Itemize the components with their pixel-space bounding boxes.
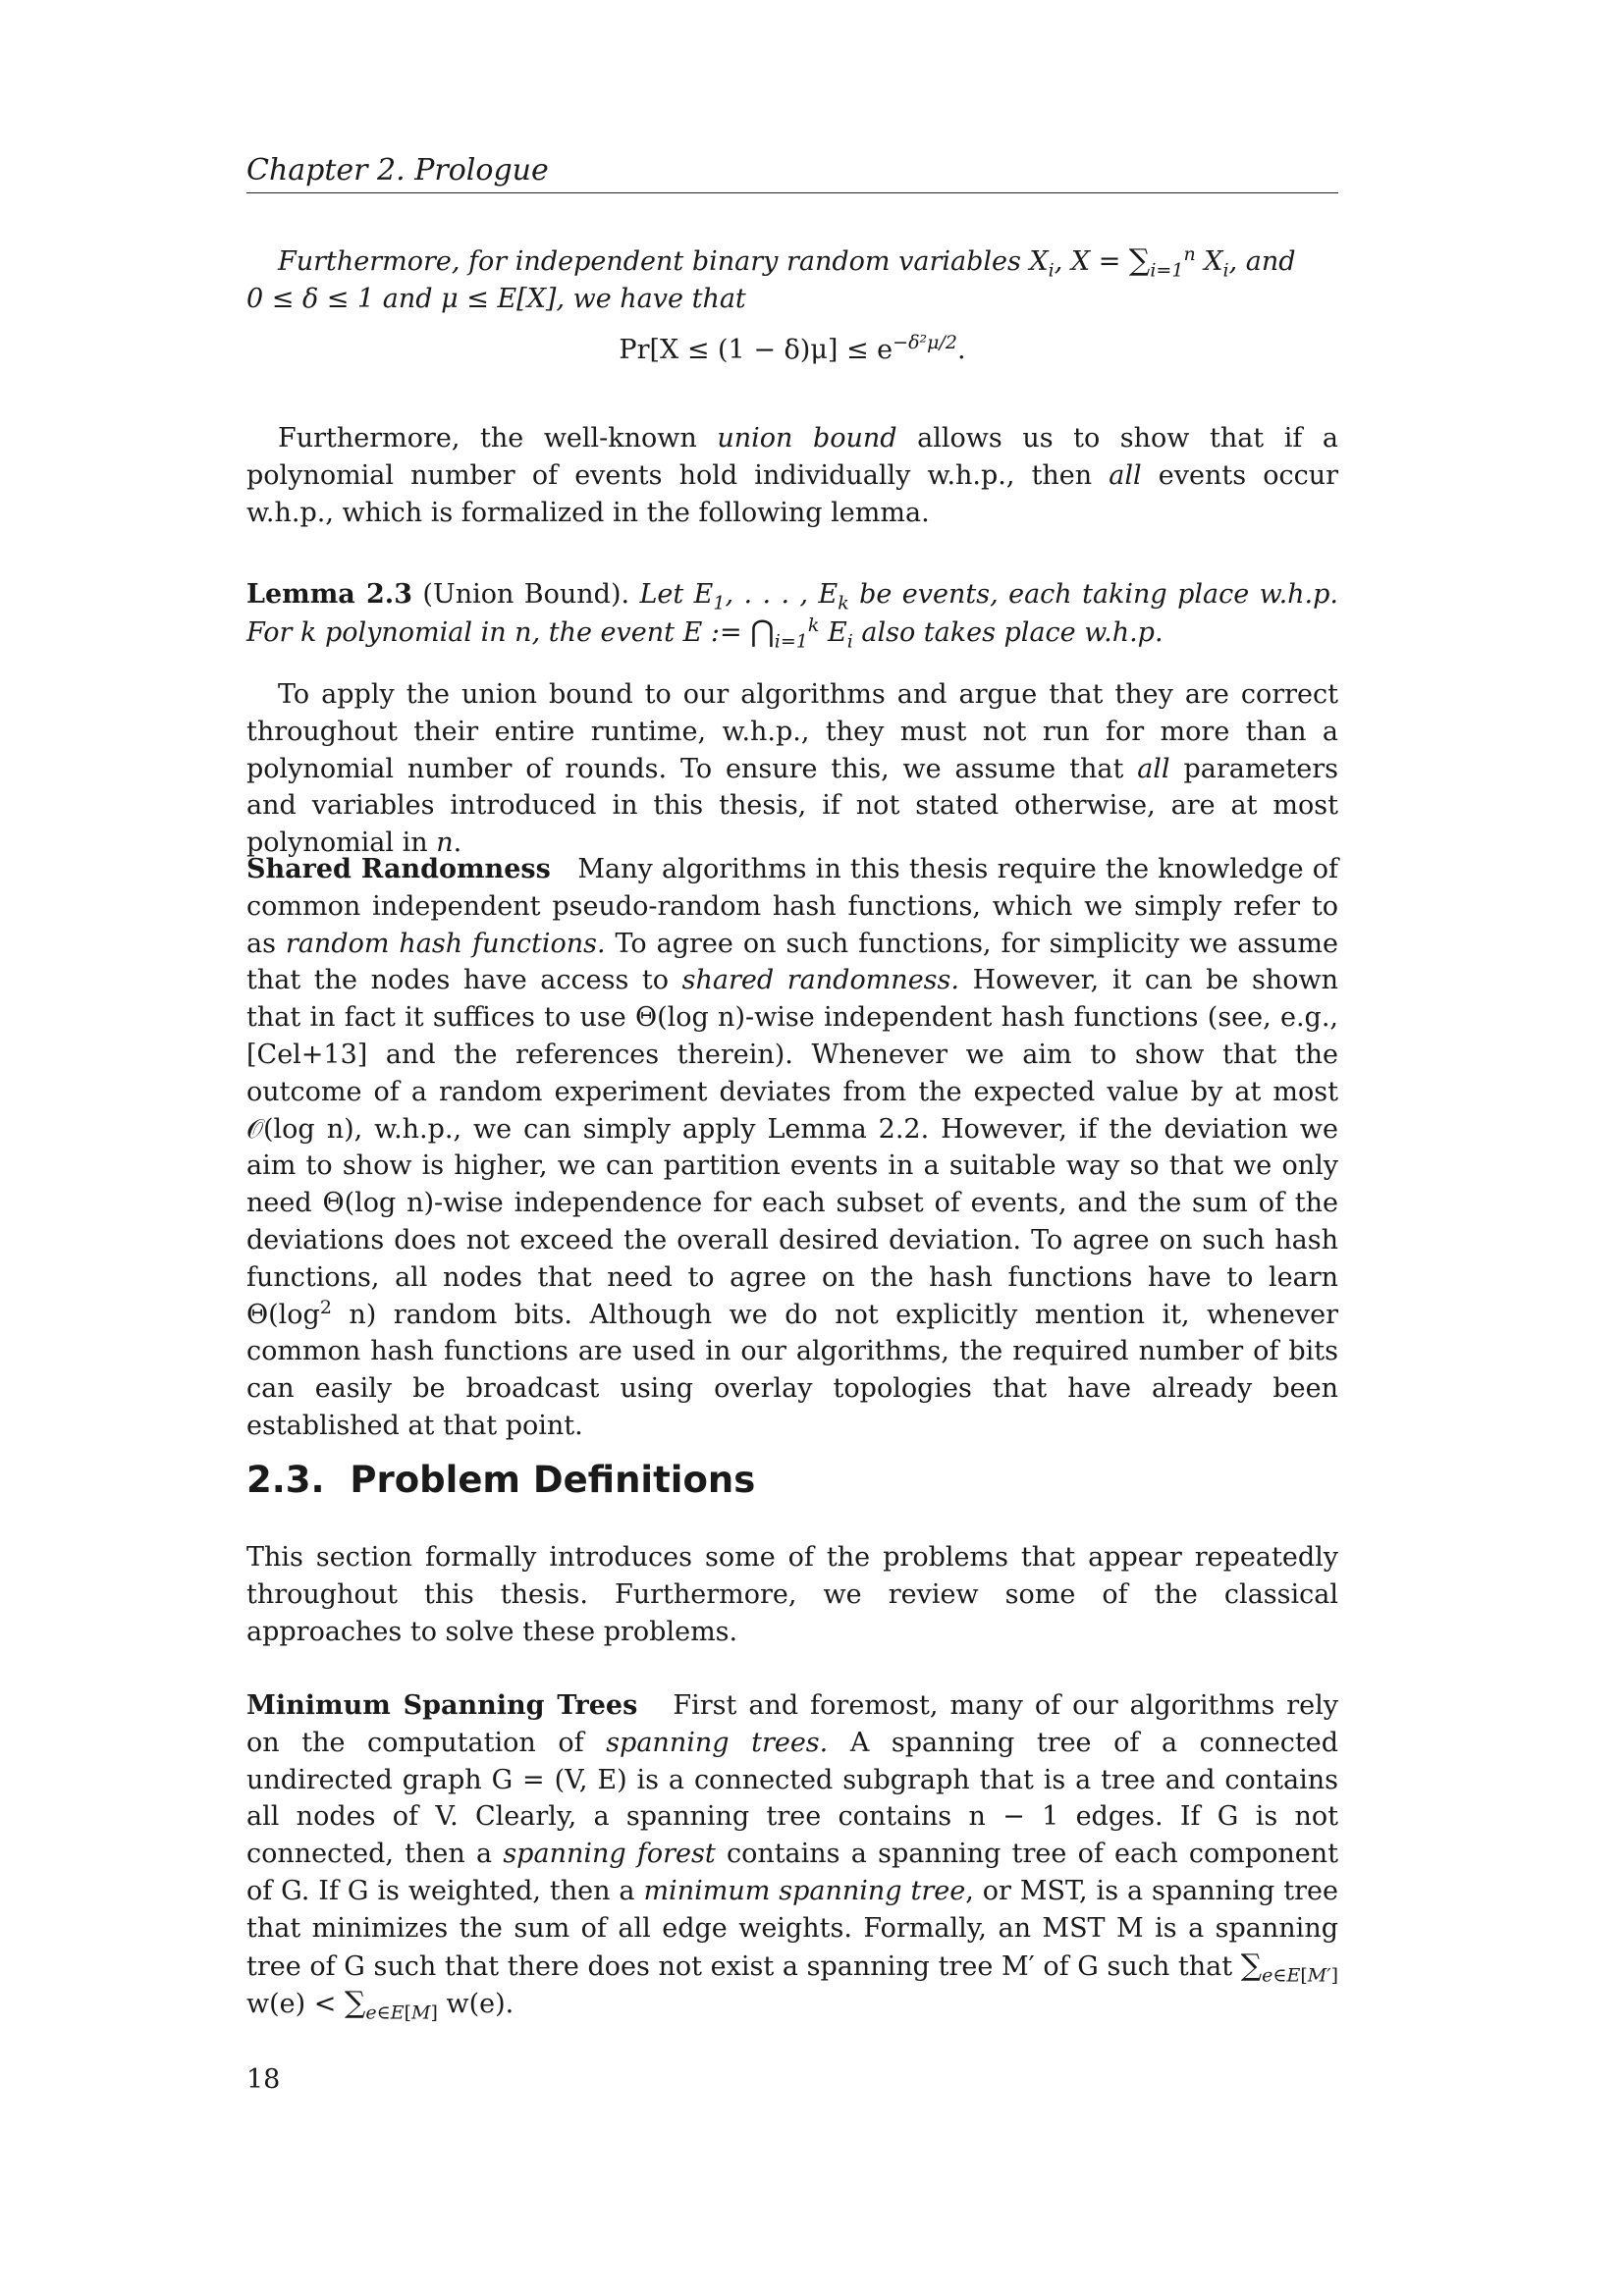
shared-randomness-heading: Shared Randomness [246, 854, 551, 884]
page [246, 0, 1338, 2296]
shared-randomness-paragraph: Shared Randomness Many algorithms in this thesis require the knowledge of common independent pseudo-random hash functions, which we simply refer to as random hash functions. To agree on such functions, for simplicity we assume that the nodes have access to shared randomness. However, it can be shown that in fact it suffices to use Θ(log n)-wise independent hash functions (see, e.g., [Cel+13] and the references therein). Whenever we aim to show that the outcome of a random experiment deviates from the expected value by at most 𝒪(log n), w.h.p., we can simply apply Lemma 2.2. However, if the deviation we aim to show is higher, we can partition events in a suitable way so that we only need Θ(log n)-wise independence for each subset of events, and the sum of the deviations does not exceed the overall desired deviation. To agree on such hash functions, all nodes that need to agree on the hash functions have to learn $\Theta(\log^2$ n) random bits. Although we do not explicitly mention it, whenever common hash functions are used in our algorithms, the required number of bits can easily be broadcast using overlay topologies that have already been established at that point. [246, 854, 1339, 1441]
mst-heading: Minimum Spanning Trees [246, 1690, 638, 1721]
chernoff-display-equation: $Pr[X \le (1 - \delta)\mu] \le e^{-\delta^2\mu/2}$. [619, 331, 966, 365]
mst-paragraph: Minimum Spanning Trees First and foremost, many of our algorithms rely on the computation of spanning trees. A spanning tree of a connected undirected graph G = (V, E) is a connected subgraph that is a tree and contains all nodes of V. Clearly, a spanning tree contains n − 1 edges. If G is not connected, then a spanning forest contains a spanning tree of each component of G. If G is weighted, then a minimum spanning tree, or MST, is a spanning tree that minimizes the sum of all edge weights. Formally, an MST M is a spanning tree of G such that there does not exist a spanning tree M′ of G such that $\sum_{e\in E[M']}$ $w(e) < \sum_{e\in E[M]}$ w(e). [246, 1690, 1339, 2024]
chernoff-condition: 0 ≤ δ ≤ 1 and μ ≤ E[X], we have that [246, 283, 746, 314]
apply-paragraph: To apply the union bound to our algorithms and argue that they are correct throughout their entire runtime, w.h.p., they must not run for more than a polynomial number of rounds. To ensure this, we assume that all parameters and variables introduced in this thesis, if not stated otherwise, are at most polynomial in n. [246, 679, 1339, 859]
chernoff-statement [246, 242, 1338, 368]
running-header: Chapter 2. Prologue [246, 151, 1338, 193]
lemma-2-3: Lemma 2.3 (Union Bound). Let $E_1$, . . . , $E_k$ be events, each taking place w.h.p. For k polynomial in n, the event E := $⋂_{i=1}^k$ $E_i$ also takes place w.h.p. [246, 579, 1338, 653]
chernoff-line: Furthermore, for independent binary random variables $X_i$, $X = \sum_{i=1}^n$ $X_i$, and [278, 243, 1296, 282]
section-heading: 2.3. Problem Definitions [246, 1459, 756, 1501]
page-number: 18 [246, 2064, 281, 2095]
union-intro-paragraph: Furthermore, the well-known union bound allows us to show that if a polynomial number of events hold individually w.h.p., then all events occur w.h.p., which is formalized in the following lemma. [246, 423, 1339, 528]
section-intro-paragraph: This section formally introduces some of the problems that appear repeatedly throughout this thesis. Furthermore, we review some of the classical approaches to solve these problems. [246, 1542, 1338, 1647]
